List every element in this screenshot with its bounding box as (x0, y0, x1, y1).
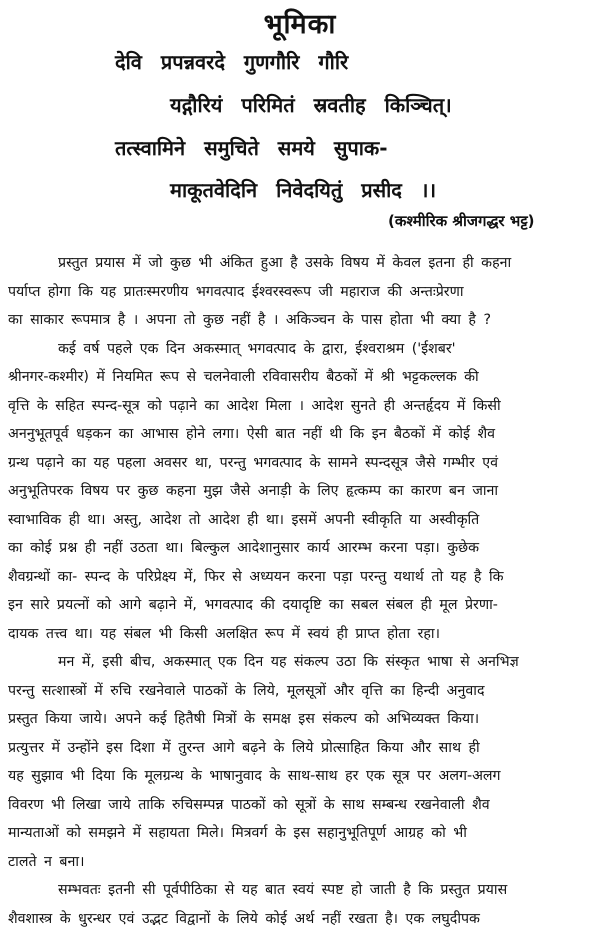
paragraph-line: पर्याप्त होगा कि यह प्रातःस्मरणीय भगवत्पाद ईश्वरस्वरूप जी महाराज की अन्तःप्रेरणा (8, 283, 464, 300)
paragraph-line: कई वर्ष पहले एक दिन अकस्मात् भगवत्पाद के द्वारा, ईश्वराश्रम ('ईशबर' (58, 340, 456, 357)
paragraph-line: विवरण भी लिखा जाये ताकि रुचिसम्पन्न पाठकों को सूत्रों के साथ सम्बन्ध रखनेवाली शैव (8, 796, 490, 813)
paragraph-line: का साकार रूपमात्र है । अपना तो कुछ नहीं है । अकिञ्चन के पास होता भी क्या है ? (8, 312, 492, 328)
verse-line-3: तत्स्वामिने समुचिते समये सुपाक- (115, 136, 388, 160)
paragraph-line: शैवशास्त्र के धुरन्धर एवं उद्भट विद्वानों के लिये कोई अर्थ नहीं रखता है। एक लघुदीपक (8, 910, 480, 927)
paragraph-line: श्रीनगर-कश्मीर) में नियमित रूप से चलनेवाली रविवासरीय बैठकों में श्री भट्टकल्लक की (8, 369, 479, 385)
paragraph-line: ग्रन्थ पढ़ाने का यह पहला अवसर था, परन्तु भगवत्पाद के सामने स्पन्दसूत्र जैसे गम्भीर एवं (8, 454, 498, 471)
paragraph-line: का कोई प्रश्न ही नहीं उठता था। बिल्कुल आदेशानुसार कार्य आरम्भ करना पड़ा। कुछेक (8, 540, 480, 556)
paragraph-line: मन में, इसी बीच, अकस्मात् एक दिन यह संकल्प उठा कि संस्कृत भाषा से अनभिज्ञ (58, 654, 519, 670)
verse-line-2: यद्गौरियं परिमितं स्रवतीह किञ्चित्। (170, 93, 452, 117)
paragraph-line: शैवग्रन्थों का- स्पन्द के परिप्रेक्ष्य में, फिर से अध्ययन करना पड़ा परन्तु यथार्थ तो यह है कि (8, 568, 504, 585)
paragraph-line: इन सारे प्रयत्नों को आगे बढ़ाने में, भगवत्पाद की दयादृष्टि का सबल संबल ही मूल प्रेरणा- (8, 597, 498, 613)
paragraph-line: प्रत्युत्तर में उन्होंने इस दिशा में तुरन्त आगे बढ़ने के लिये प्रोत्साहित किया और साथ ही (8, 739, 480, 756)
paragraph-line: प्रस्तुत किया जाये। अपने कई हितैषी मित्रों के समक्ष इस संकल्प को अभिव्यक्त किया। (8, 711, 480, 727)
page-title: भूमिका (263, 9, 337, 40)
paragraph-line: सम्भवतः इतनी सी पूर्वपीठिका से यह बात स्वयं स्पष्ट हो जाती है कि प्रस्तुत प्रयास (58, 882, 508, 898)
paragraph-line: अनुभूतिपरक विषय पर कुछ कहना मुझ जैसे अनाड़ी के लिए हृत्कम्प का कारण बन जाना (8, 483, 499, 499)
paragraph-line: स्वाभाविक ही था। अस्तु, आदेश तो आदेश ही था। इसमें अपनी स्वीकृति या अस्वीकृति (8, 511, 480, 528)
verse-line-4: माकूतवेदिनि निवेदयितुं प्रसीद ।। (170, 178, 437, 202)
paragraph-line: दायक तत्त्व था। यह संबल भी किसी अलक्षित रूप में स्वयं ही प्राप्त होता रहा। (8, 625, 440, 642)
verse-line-1: देवि प्रपन्नवरदे गुणगौरि गौरि (115, 50, 349, 74)
paragraph-line: अननुभूतपूर्व धड़कन का आभास होने लगा। ऐसी बात नहीं थी कि इन बैठकों में कोई शैव (8, 426, 496, 442)
paragraph-line: मान्यताओं को समझने में सहायता मिले। मित्रवर्ग के इस सहानुभूतिपूर्ण आग्रह को भी (8, 825, 467, 841)
paragraph-line: यह सुझाव भी दिया कि मूलग्रन्थ के भाषानुवाद के साथ-साथ हर एक सूत्र पर अलग-अलग (8, 768, 501, 784)
paragraph-line: वृत्ति के सहित स्पन्द-सूत्र को पढ़ाने का आदेश मिला । आदेश सुनते ही अन्तर्हृदय में किसी (8, 397, 501, 414)
paragraph-line: प्रस्तुत प्रयास में जो कुछ भी अंकित हुआ है उसके विषय में केवल इतना ही कहना (58, 255, 512, 271)
verse-attribution: (कश्मीरिक श्रीजगद्धर भट्ट) (388, 212, 535, 230)
paragraph-line: टालते न बना। (8, 853, 85, 870)
paragraph-line: परन्तु सत्शास्त्रों में रुचि रखनेवाले पाठकों के लिये, मूलसूत्रों और वृत्ति का हिन्दी अनुवाद (8, 682, 485, 699)
